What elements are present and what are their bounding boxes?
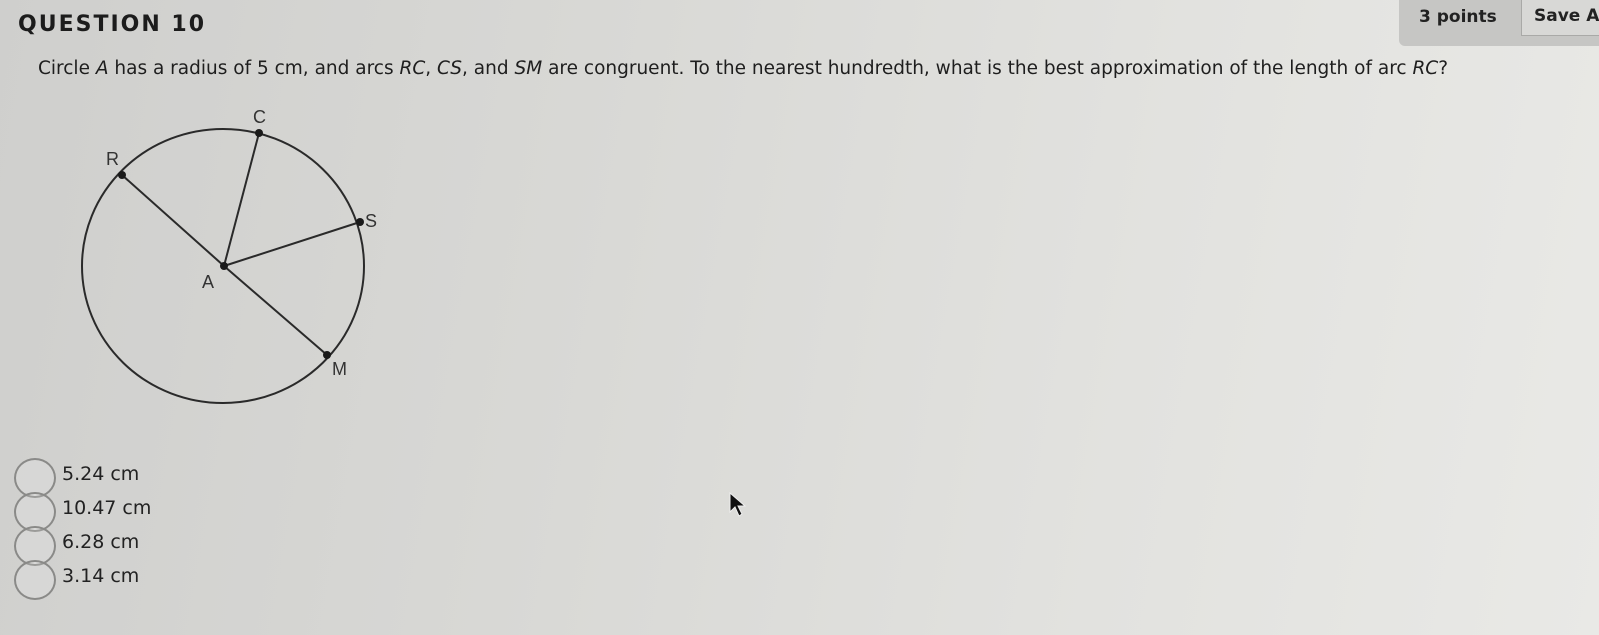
question-text-var: A <box>95 58 109 79</box>
radio-button[interactable] <box>14 560 56 600</box>
question-text-part: ? <box>1438 58 1449 79</box>
question-text-var: RC <box>399 58 426 79</box>
question-text-part: , <box>425 58 438 79</box>
label-c: C <box>253 107 266 127</box>
question-header <box>0 0 1599 48</box>
choice-item[interactable] <box>14 526 214 560</box>
label-a: A <box>202 272 215 292</box>
radius-ar <box>122 175 224 266</box>
question-title: QUESTION 10 <box>18 12 207 37</box>
choice-item[interactable] <box>14 492 214 526</box>
question-text-var: CS <box>437 58 463 79</box>
circle-diagram <box>60 100 400 420</box>
choice-label: 6.28 cm <box>62 531 140 553</box>
save-answer-button[interactable]: Save A <box>1521 0 1599 36</box>
question-text-part: , and <box>462 58 515 79</box>
radius-as <box>224 222 360 266</box>
point-m <box>323 351 331 359</box>
mouse-cursor-icon <box>729 492 749 518</box>
question-text-part: are congruent. To the nearest hundredth, what is the best approximation of the length of arc <box>542 58 1413 79</box>
points-save-bar <box>1399 0 1599 46</box>
points-label: 3 points <box>1419 7 1497 27</box>
radius-am <box>224 266 327 355</box>
point-c <box>255 129 263 137</box>
label-r: R <box>106 149 119 169</box>
choice-label: 5.24 cm <box>62 463 140 485</box>
question-text-part: has a radius of 5 cm, and arcs <box>108 58 400 79</box>
question-text <box>38 58 1448 79</box>
choice-label: 3.14 cm <box>62 565 140 587</box>
answer-choices <box>14 458 214 594</box>
question-text-var: SM <box>514 58 543 79</box>
question-text-part: Circle <box>38 58 96 79</box>
center-point <box>220 262 228 270</box>
choice-item[interactable] <box>14 560 214 594</box>
choice-item[interactable] <box>14 458 214 492</box>
point-s <box>356 218 364 226</box>
point-r <box>118 171 126 179</box>
radius-ac <box>224 133 259 266</box>
label-s: S <box>365 211 378 231</box>
question-text-var: RC <box>1412 58 1439 79</box>
label-m: M <box>332 359 347 379</box>
choice-label: 10.47 cm <box>62 497 152 519</box>
